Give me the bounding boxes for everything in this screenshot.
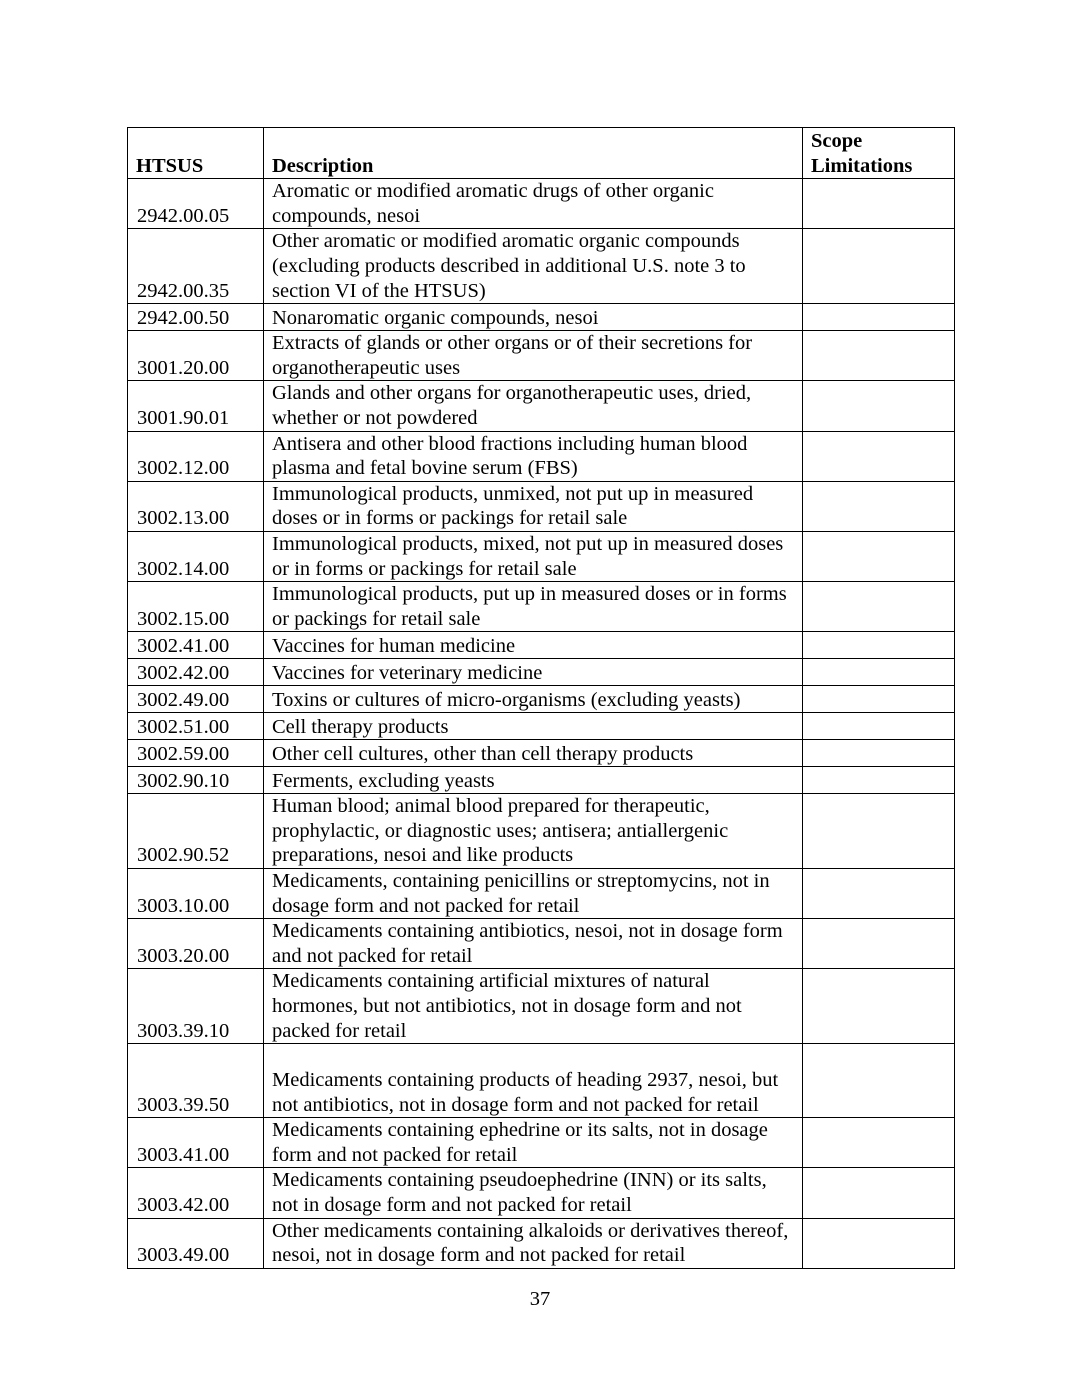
table-row	[128, 767, 955, 794]
cell-description: Other cell cultures, other than cell therapy products	[264, 740, 803, 767]
table-row	[128, 229, 955, 304]
table-body	[128, 179, 955, 1269]
cell-scope-limitations	[803, 582, 955, 632]
table-row	[128, 1218, 955, 1268]
cell-scope-limitations	[803, 531, 955, 581]
table-row	[128, 1118, 955, 1168]
cell-htsus-code: 3002.12.00	[128, 431, 264, 481]
table-row	[128, 582, 955, 632]
cell-scope-limitations	[803, 229, 955, 304]
cell-scope-limitations	[803, 740, 955, 767]
cell-scope-limitations	[803, 632, 955, 659]
cell-scope-limitations	[803, 659, 955, 686]
table-row	[128, 431, 955, 481]
cell-description: Antisera and other blood fractions including human blood plasma and fetal bovine serum (FBS)	[264, 431, 803, 481]
cell-htsus-code: 2942.00.35	[128, 229, 264, 304]
cell-htsus-code: 3003.39.50	[128, 1044, 264, 1118]
cell-description: Medicaments containing artificial mixtures of natural hormones, but not antibiotics, not in dosage form and not packed for retail	[264, 969, 803, 1044]
cell-description: Immunological products, unmixed, not put up in measured doses or in forms or packings for retail sale	[264, 481, 803, 531]
cell-description: Vaccines for human medicine	[264, 632, 803, 659]
table-row	[128, 481, 955, 531]
header-scope-limitations: Scope Limitations	[803, 128, 955, 179]
cell-scope-limitations	[803, 1168, 955, 1218]
table-row	[128, 331, 955, 381]
cell-description: Other medicaments containing alkaloids or derivatives thereof, nesoi, not in dosage form and not packed for retail	[264, 1218, 803, 1268]
cell-htsus-code: 3003.39.10	[128, 969, 264, 1044]
cell-scope-limitations	[803, 969, 955, 1044]
cell-htsus-code: 3003.20.00	[128, 919, 264, 969]
cell-scope-limitations	[803, 869, 955, 919]
cell-description: Cell therapy products	[264, 713, 803, 740]
header-htsus: HTSUS	[128, 128, 264, 179]
cell-htsus-code: 3002.41.00	[128, 632, 264, 659]
cell-description: Toxins or cultures of micro-organisms (excluding yeasts)	[264, 686, 803, 713]
cell-htsus-code: 3003.42.00	[128, 1168, 264, 1218]
table-row	[128, 919, 955, 969]
cell-description: Medicaments containing ephedrine or its salts, not in dosage form and not packed for retail	[264, 1118, 803, 1168]
cell-htsus-code: 3002.13.00	[128, 481, 264, 531]
table-row	[128, 179, 955, 229]
cell-description: Ferments, excluding yeasts	[264, 767, 803, 794]
cell-scope-limitations	[803, 686, 955, 713]
cell-scope-limitations	[803, 919, 955, 969]
cell-scope-limitations	[803, 794, 955, 869]
htsus-table	[127, 127, 955, 1269]
table-row	[128, 632, 955, 659]
cell-description: Medicaments containing pseudoephedrine (INN) or its salts, not in dosage form and not packed for retail	[264, 1168, 803, 1218]
cell-description: Extracts of glands or other organs or of their secretions for organotherapeutic uses	[264, 331, 803, 381]
cell-description: Vaccines for veterinary medicine	[264, 659, 803, 686]
table-row	[128, 304, 955, 331]
cell-description: Medicaments containing antibiotics, nesoi, not in dosage form and not packed for retail	[264, 919, 803, 969]
cell-scope-limitations	[803, 767, 955, 794]
cell-scope-limitations	[803, 713, 955, 740]
cell-scope-limitations	[803, 331, 955, 381]
table-row	[128, 1044, 955, 1118]
cell-description: Aromatic or modified aromatic drugs of other organic compounds, nesoi	[264, 179, 803, 229]
cell-htsus-code: 2942.00.05	[128, 179, 264, 229]
cell-htsus-code: 3002.15.00	[128, 582, 264, 632]
cell-htsus-code: 3002.49.00	[128, 686, 264, 713]
cell-scope-limitations	[803, 304, 955, 331]
cell-htsus-code: 3001.90.01	[128, 381, 264, 431]
cell-description: Glands and other organs for organotherapeutic uses, dried, whether or not powdered	[264, 381, 803, 431]
cell-scope-limitations	[803, 381, 955, 431]
cell-htsus-code: 3002.42.00	[128, 659, 264, 686]
cell-htsus-code: 3003.49.00	[128, 1218, 264, 1268]
header-description: Description	[264, 128, 803, 179]
cell-description: Medicaments containing products of heading 2937, nesoi, but not antibiotics, not in dosage form and not packed for retail	[264, 1044, 803, 1118]
cell-description: Immunological products, mixed, not put up in measured doses or in forms or packings for retail sale	[264, 531, 803, 581]
cell-description: Nonaromatic organic compounds, nesoi	[264, 304, 803, 331]
cell-htsus-code: 3001.20.00	[128, 331, 264, 381]
cell-scope-limitations	[803, 1118, 955, 1168]
cell-scope-limitations	[803, 1218, 955, 1268]
cell-htsus-code: 2942.00.50	[128, 304, 264, 331]
cell-htsus-code: 3003.10.00	[128, 869, 264, 919]
cell-htsus-code: 3002.51.00	[128, 713, 264, 740]
table-row	[128, 969, 955, 1044]
cell-scope-limitations	[803, 1044, 955, 1118]
cell-htsus-code: 3002.14.00	[128, 531, 264, 581]
table-row	[128, 531, 955, 581]
cell-description: Immunological products, put up in measured doses or in forms or packings for retail sale	[264, 582, 803, 632]
cell-htsus-code: 3002.90.10	[128, 767, 264, 794]
table-row	[128, 740, 955, 767]
table-row	[128, 659, 955, 686]
table-row	[128, 869, 955, 919]
cell-htsus-code: 3002.59.00	[128, 740, 264, 767]
table-row	[128, 713, 955, 740]
cell-description: Other aromatic or modified aromatic organic compounds (excluding products described in additional U.S. note 3 to section VI of the HTSUS)	[264, 229, 803, 304]
cell-description: Medicaments, containing penicillins or streptomycins, not in dosage form and not packed for retail	[264, 869, 803, 919]
cell-description: Human blood; animal blood prepared for therapeutic, prophylactic, or diagnostic uses; antisera; antiallergenic preparations, nesoi and like products	[264, 794, 803, 869]
table-header	[128, 128, 955, 179]
cell-htsus-code: 3002.90.52	[128, 794, 264, 869]
table-row	[128, 686, 955, 713]
cell-scope-limitations	[803, 431, 955, 481]
table-row	[128, 1168, 955, 1218]
table-row	[128, 794, 955, 869]
cell-htsus-code: 3003.41.00	[128, 1118, 264, 1168]
table-row	[128, 381, 955, 431]
header-row	[128, 128, 955, 179]
cell-scope-limitations	[803, 179, 955, 229]
cell-scope-limitations	[803, 481, 955, 531]
page-number: 37	[529, 1288, 551, 1310]
